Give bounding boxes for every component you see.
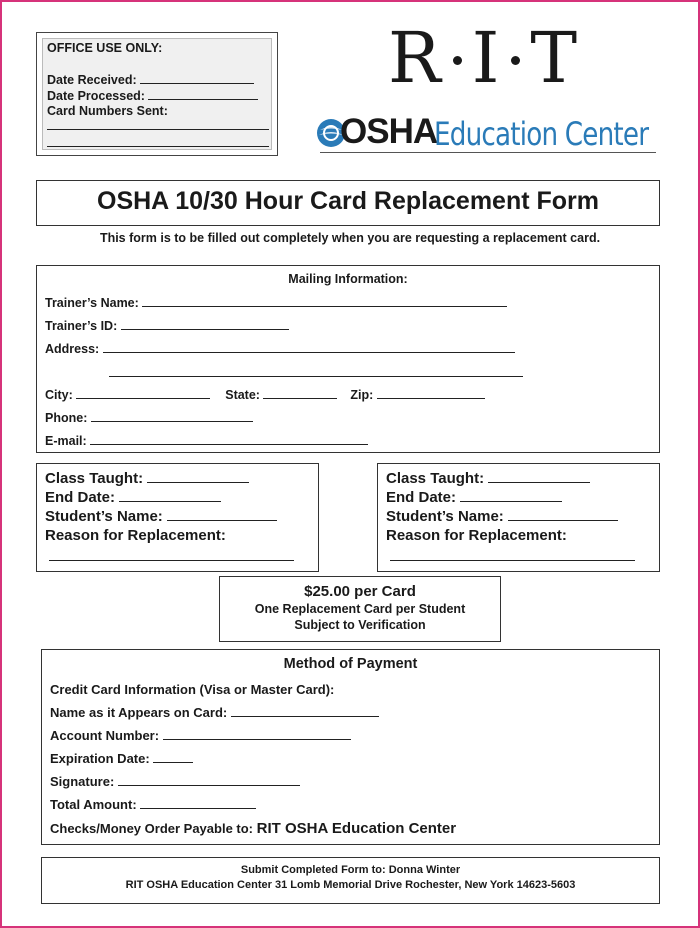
address-field[interactable] <box>103 341 515 353</box>
credit-card-label: Credit Card Information (Visa or Master Card): <box>50 682 335 697</box>
end-date-row <box>45 489 221 506</box>
price-amount: $25.00 per Card <box>304 583 416 600</box>
expiration-date-label: Expiration Date: <box>50 751 150 766</box>
email-label: E-mail: <box>45 434 87 448</box>
end-date-field[interactable] <box>460 490 562 502</box>
state-field[interactable] <box>263 387 337 399</box>
end-date-row <box>386 489 562 506</box>
class-taught-label: Class Taught: <box>45 470 144 487</box>
reason-field[interactable] <box>390 560 635 561</box>
total-amount-row <box>50 797 256 812</box>
phone-field[interactable] <box>91 410 253 422</box>
mailing-heading: Mailing Information: <box>288 272 408 286</box>
price-box <box>219 576 501 642</box>
end-date-label: End Date: <box>386 489 457 506</box>
account-number-label: Account Number: <box>50 728 160 743</box>
class-info-left <box>36 463 319 572</box>
state-label: State: <box>225 388 260 402</box>
education-center-wordmark: Education Center <box>434 115 649 153</box>
end-date-label: End Date: <box>45 489 116 506</box>
card-numbers-label: Card Numbers Sent: <box>47 104 168 118</box>
email-field[interactable] <box>90 433 368 445</box>
rit-logo: R I T <box>388 17 580 99</box>
student-name-field[interactable] <box>167 509 277 521</box>
mailing-information-section <box>36 265 660 453</box>
student-name-field[interactable] <box>508 509 618 521</box>
payable-row <box>50 820 456 837</box>
submit-info-box <box>41 857 660 904</box>
name-on-card-field[interactable] <box>231 705 379 717</box>
office-use-title: OFFICE USE ONLY: <box>47 41 163 55</box>
city-field[interactable] <box>76 387 210 399</box>
submit-line-1: Submit Completed Form to: Donna Winter <box>240 864 461 876</box>
expiration-date-field[interactable] <box>153 751 193 763</box>
address-field-line-2[interactable] <box>109 376 523 377</box>
address-row <box>45 341 515 356</box>
reason-label: Reason for Replacement: <box>45 527 226 544</box>
student-name-row <box>45 508 277 525</box>
student-name-row <box>386 508 618 525</box>
price-line-2: One Replacement Card per Student <box>254 602 466 616</box>
class-taught-label: Class Taught: <box>386 470 485 487</box>
form-title-box <box>36 180 660 226</box>
date-received-label: Date Received: <box>47 73 137 87</box>
name-on-card-row <box>50 705 379 720</box>
class-info-right <box>377 463 660 572</box>
payable-to: RIT OSHA Education Center <box>256 820 457 837</box>
signature-row <box>50 774 300 789</box>
trainer-name-label: Trainer’s Name: <box>45 296 139 310</box>
trainer-id-field[interactable] <box>121 318 289 330</box>
payment-heading: Method of Payment <box>283 656 418 672</box>
signature-label: Signature: <box>50 774 115 789</box>
price-line-3: Subject to Verification <box>294 618 426 632</box>
date-received-line[interactable] <box>140 72 254 84</box>
end-date-field[interactable] <box>119 490 221 502</box>
student-name-label: Student’s Name: <box>386 508 504 525</box>
city-label: City: <box>45 388 73 402</box>
expiration-date-row <box>50 751 193 766</box>
account-number-field[interactable] <box>163 728 351 740</box>
osha-education-center-logo <box>316 110 656 156</box>
date-processed-row <box>47 88 258 103</box>
class-taught-field[interactable] <box>488 471 590 483</box>
date-processed-line[interactable] <box>148 88 258 100</box>
trainer-name-row <box>45 295 507 310</box>
account-number-row <box>50 728 351 743</box>
email-row <box>45 433 368 448</box>
logo-underline <box>320 152 656 153</box>
phone-label: Phone: <box>45 411 88 425</box>
zip-label: Zip: <box>350 388 374 402</box>
osha-wordmark: OSHA <box>340 112 438 151</box>
city-state-zip-row <box>45 387 485 402</box>
zip-field[interactable] <box>377 387 485 399</box>
signature-field[interactable] <box>118 774 300 786</box>
reason-label: Reason for Replacement: <box>386 527 567 544</box>
class-taught-field[interactable] <box>147 471 249 483</box>
total-amount-field[interactable] <box>140 797 256 809</box>
address-label: Address: <box>45 342 100 356</box>
office-use-box <box>36 32 278 156</box>
student-name-label: Student’s Name: <box>45 508 163 525</box>
card-numbers-line-1[interactable] <box>47 129 269 130</box>
submit-line-2: RIT OSHA Education Center 31 Lomb Memorial Drive Rochester, New York 14623-5603 <box>125 879 576 891</box>
trainer-name-field[interactable] <box>142 295 507 307</box>
form-subtitle: This form is to be filled out completely when you are requesting a replacement card. <box>99 231 601 245</box>
trainer-id-row <box>45 318 289 333</box>
form-title: OSHA 10/30 Hour Card Replacement Form <box>97 187 599 215</box>
class-taught-row <box>45 470 249 487</box>
total-amount-label: Total Amount: <box>50 797 137 812</box>
class-taught-row <box>386 470 590 487</box>
card-numbers-line-2[interactable] <box>47 146 269 147</box>
payable-label: Checks/Money Order Payable to: <box>50 821 254 836</box>
office-use-panel <box>42 38 272 150</box>
reason-field[interactable] <box>49 560 294 561</box>
date-processed-label: Date Processed: <box>47 89 145 103</box>
trainer-id-label: Trainer’s ID: <box>45 319 118 333</box>
date-received-row <box>47 72 254 87</box>
payment-section <box>41 649 660 845</box>
name-on-card-label: Name as it Appears on Card: <box>50 705 228 720</box>
phone-row <box>45 410 253 425</box>
